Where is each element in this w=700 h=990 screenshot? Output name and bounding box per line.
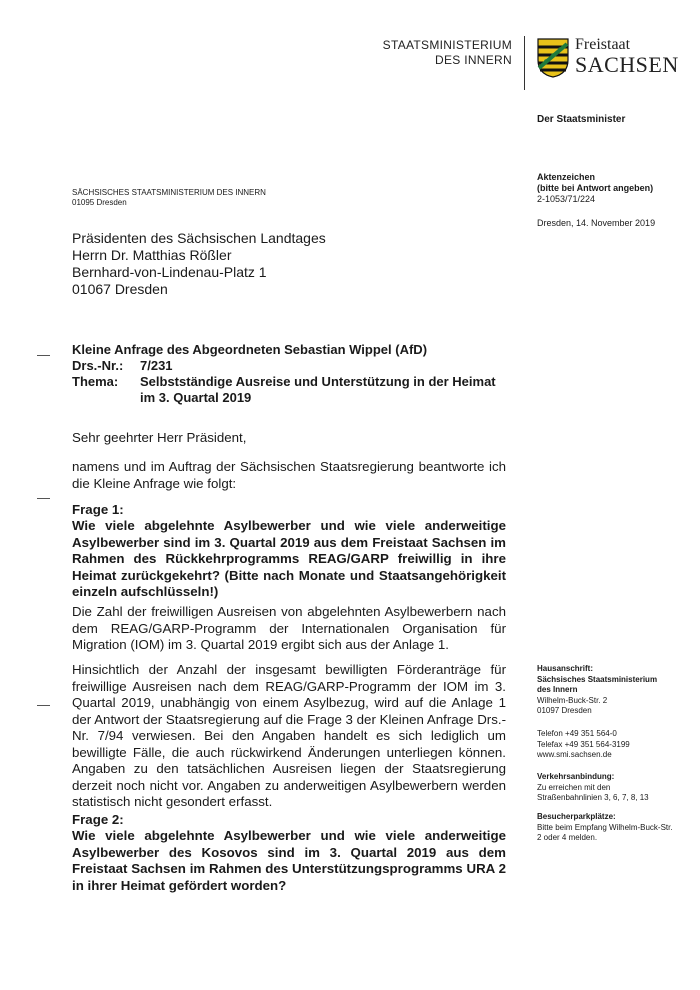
reference-note: (bitte bei Antwort angeben) — [537, 183, 654, 193]
recipient-line1: Präsidenten des Sächsischen Landtages — [72, 230, 326, 246]
sender-line — [72, 188, 266, 208]
reference-block — [537, 172, 653, 205]
freistaat-sachsen-logo — [575, 36, 679, 76]
sidebar-parking — [537, 812, 677, 844]
sidebar-address — [537, 664, 677, 717]
punch-mark — [37, 498, 50, 499]
address-line4: 01097 Dresden — [537, 706, 592, 715]
frage1-question: Wie viele abgelehnte Asylbewerber und wie viele anderweitige Asylbewerber sind im 3. Quartal 2019 aus dem Freistaat Sachsen im Rahmen des Rückkehrprogramms REAG/GARP freiwillig in ihre Heimat zurückgekehrt? (Bitte nach Monate und Staatsangehörigkeit einzeln aufschlüsseln!) — [72, 518, 506, 599]
recipient-line3: Bernhard-von-Lindenau-Platz 1 — [72, 264, 267, 280]
minister-label: Der Staatsminister — [537, 114, 626, 125]
reference-number: 2-1053/71/224 — [537, 194, 596, 204]
frage1-answer-2: Hinsichtlich der Anzahl der insgesamt bewilligten Förderanträge für freiwillige Ausreisen nach dem REAG/GARP-Programm der IOM im 3. Quartal 2019, unabhängig von einem Asylbezug, wird auf die Anlage 1 der Antwort der Staatsregierung auf die Frage 3 der Kleinen Anfrage Drs.-Nr. 7/94 verwiesen. Bei den Angaben handelt es sich lediglich um bewilligte Fälle, die auch rückwirkend Änderungen unterliegen können. Angaben zu den tatsächlichen Ausreisen liegen der Staatsregierung derzeit noch nicht vor. Angaben zu anderweitigen Asylbewerbern werden statistisch nicht gesondert erfasst. — [72, 662, 506, 809]
sender-line1: SÄCHSISCHES STAATSMINISTERIUM DES INNERN — [72, 188, 266, 197]
parking-label: Besucherparkplätze: — [537, 812, 616, 821]
sender-line2: 01095 Dresden — [72, 198, 127, 207]
thema-value — [140, 374, 496, 406]
thema-row — [72, 374, 496, 406]
reference-label: Aktenzeichen — [537, 172, 596, 182]
logo-line2: SACHSEN — [575, 52, 679, 77]
thema-label: Thema: — [72, 374, 119, 389]
thema-value-line2: im 3. Quartal 2019 — [140, 390, 252, 405]
drs-row — [72, 358, 496, 374]
subject-line: Kleine Anfrage des Abgeordneten Sebastian Wippel (AfD) — [72, 342, 428, 357]
thema-value-line1: Selbstständige Ausreise und Unterstützung in der Heimat — [140, 374, 496, 389]
transit-text: Zu erreichen mit den Straßenbahnlinien 3, 6, 7, 8, 13 — [537, 782, 649, 802]
address-line3: Wilhelm-Buck-Str. 2 — [537, 695, 608, 705]
sidebar-contact — [537, 729, 677, 761]
recipient-line4: 01067 Dresden — [72, 281, 168, 297]
website-link[interactable]: www.smi.sachsen.de — [537, 750, 612, 759]
fold-mark-top — [37, 355, 50, 356]
address-line1: Sächsisches Staatsministerium — [537, 674, 658, 684]
frage2-label: Frage 2: — [72, 812, 124, 827]
address-label: Hausanschrift: — [537, 664, 594, 673]
drs-label: Drs.-Nr.: — [72, 358, 124, 373]
salutation: Sehr geehrter Herr Präsident, — [72, 430, 247, 445]
frage1-answer-1: Die Zahl der freiwilligen Ausreisen von abgelehnten Asylbewerbern nach dem REAG/GARP-Programm der Internationalen Organisation für Migration (IOM) im 3. Quartal 2019 ergibt sich aus der Anlage 1. — [72, 604, 506, 652]
frage2-question: Wie viele abgelehnte Asylbewerber und wie viele anderweitige Asylbewerber des Kosovos sind im 3. Quartal 2019 aus dem Freistaat Sachsen im Rahmen des Unterstützungsprogramms URA 2 in ihrer Heimat gefördert worden? — [72, 828, 506, 893]
recipient-address — [72, 230, 326, 298]
recipient-line2: Herrn Dr. Matthias Rößler — [72, 247, 232, 263]
fax-number: Telefax +49 351 564-3199 — [537, 739, 630, 749]
intro-paragraph: namens und im Auftrag der Sächsischen Staatsregierung beantworte ich die Kleine Anfrage wie folgt: — [72, 459, 506, 491]
drs-value: 7/231 — [140, 358, 173, 373]
ministry-name-line1: STAATSMINISTERIUM — [382, 38, 512, 52]
parking-text: Bitte beim Empfang Wilhelm-Buck-Str. 2 oder 4 melden. — [537, 822, 673, 842]
subject-block — [72, 342, 496, 406]
fold-mark-bottom — [37, 705, 50, 706]
header-divider — [524, 36, 525, 90]
address-line2: des Innern — [537, 685, 578, 694]
letter-date: Dresden, 14. November 2019 — [537, 218, 656, 228]
ministry-name-line2: DES INNERN — [434, 53, 512, 67]
ministry-name — [380, 38, 512, 68]
saxony-coat-of-arms-icon — [537, 38, 569, 78]
transit-label: Verkehrsanbindung: — [537, 772, 615, 781]
logo-line1: Freistaat — [575, 36, 631, 53]
sidebar-transit — [537, 772, 677, 804]
frage1-label: Frage 1: — [72, 502, 124, 517]
phone-number: Telefon +49 351 564-0 — [537, 729, 617, 738]
